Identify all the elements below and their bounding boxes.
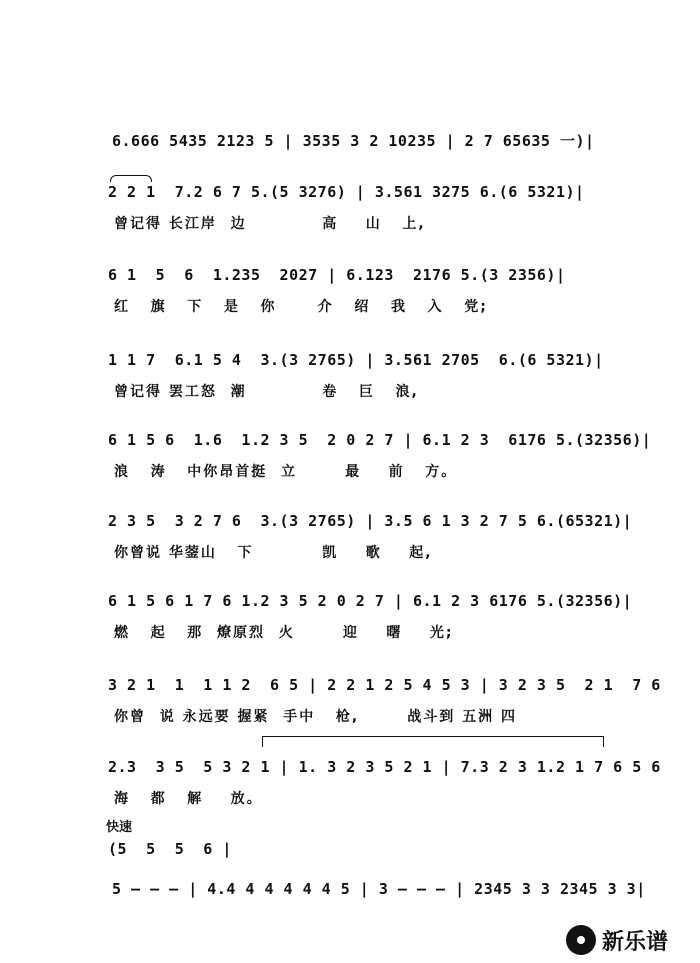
notes-line: 6 1 5 6 1 7 6 1.2 3 5 2 0 2 7 | 6.1 2 3 6176 5.(32356)| (108, 592, 633, 610)
lyrics-line: 红 旗 下 是 你 介 绍 我 入 党; (114, 299, 488, 315)
notes-line: 3 2 1 1 1 1 2 6 5 | 2 2 1 2 5 4 5 3 | 3 2 3 5 2 1 7 6 (108, 676, 661, 694)
notes-line: 1 1 7 6.1 5 4 3.(3 2765) | 3.561 2705 6.(6 5321)| (108, 351, 604, 369)
notes-line: 5 ― ― ― | 4.4 4 4 4 4 4 5 | 3 ― ― ― | 2345 3 3 2345 3 3| (112, 880, 646, 898)
notes-line: 2 2 1 7.2 6 7 5.(5 3276) | 3.561 3275 6.(6 5321)| (108, 183, 585, 201)
logo-text: 新乐谱 (602, 929, 669, 955)
notes-line: 2 3 5 3 2 7 6 3.(3 2765) | 3.5 6 1 3 2 7 5 6.(65321)| (108, 512, 633, 530)
tempo-marking: 快速 (106, 820, 133, 835)
lyrics-line: 曾记得 罢工怒 潮 卷 巨 浪, (114, 384, 419, 400)
notes-line: 2.3 3 5 5 3 2 1 | 1. 3 2 3 5 2 1 | 7.3 2 3 1.2 1 7 6 5 6 (108, 758, 661, 776)
tie-bracket (262, 736, 604, 747)
lyrics-line: 你曾 说 永远要 握紧 手中 枪, 战斗到 五洲 四 (114, 709, 518, 725)
notes-line: 6 1 5 6 1.235 2027 | 6.123 2176 5.(3 2356)| (108, 266, 566, 284)
lyrics-line: 你曾说 华蓥山 下 凯 歌 起, (114, 545, 433, 561)
notes-line: (5 5 5 6 | (108, 840, 232, 858)
notes-line: 6.666 5435 2123 5 | 3535 3 2 10235 | 2 7 65635 一)| (112, 132, 595, 150)
slur (110, 175, 152, 182)
record-disc-icon (566, 925, 596, 955)
lyrics-line: 曾记得 长江岸 边 高 山 上, (114, 216, 426, 232)
lyrics-line: 海 都 解 放。 (114, 791, 263, 807)
site-logo (566, 922, 698, 958)
notes-line: 6 1 5 6 1.6 1.2 3 5 2 0 2 7 | 6.1 2 3 6176 5.(32356)| (108, 431, 652, 449)
lyrics-line: 浪 涛 中你昂首挺 立 最 前 方。 (114, 464, 458, 480)
lyrics-line: 燃 起 那 燎原烈 火 迎 曙 光; (114, 625, 454, 641)
